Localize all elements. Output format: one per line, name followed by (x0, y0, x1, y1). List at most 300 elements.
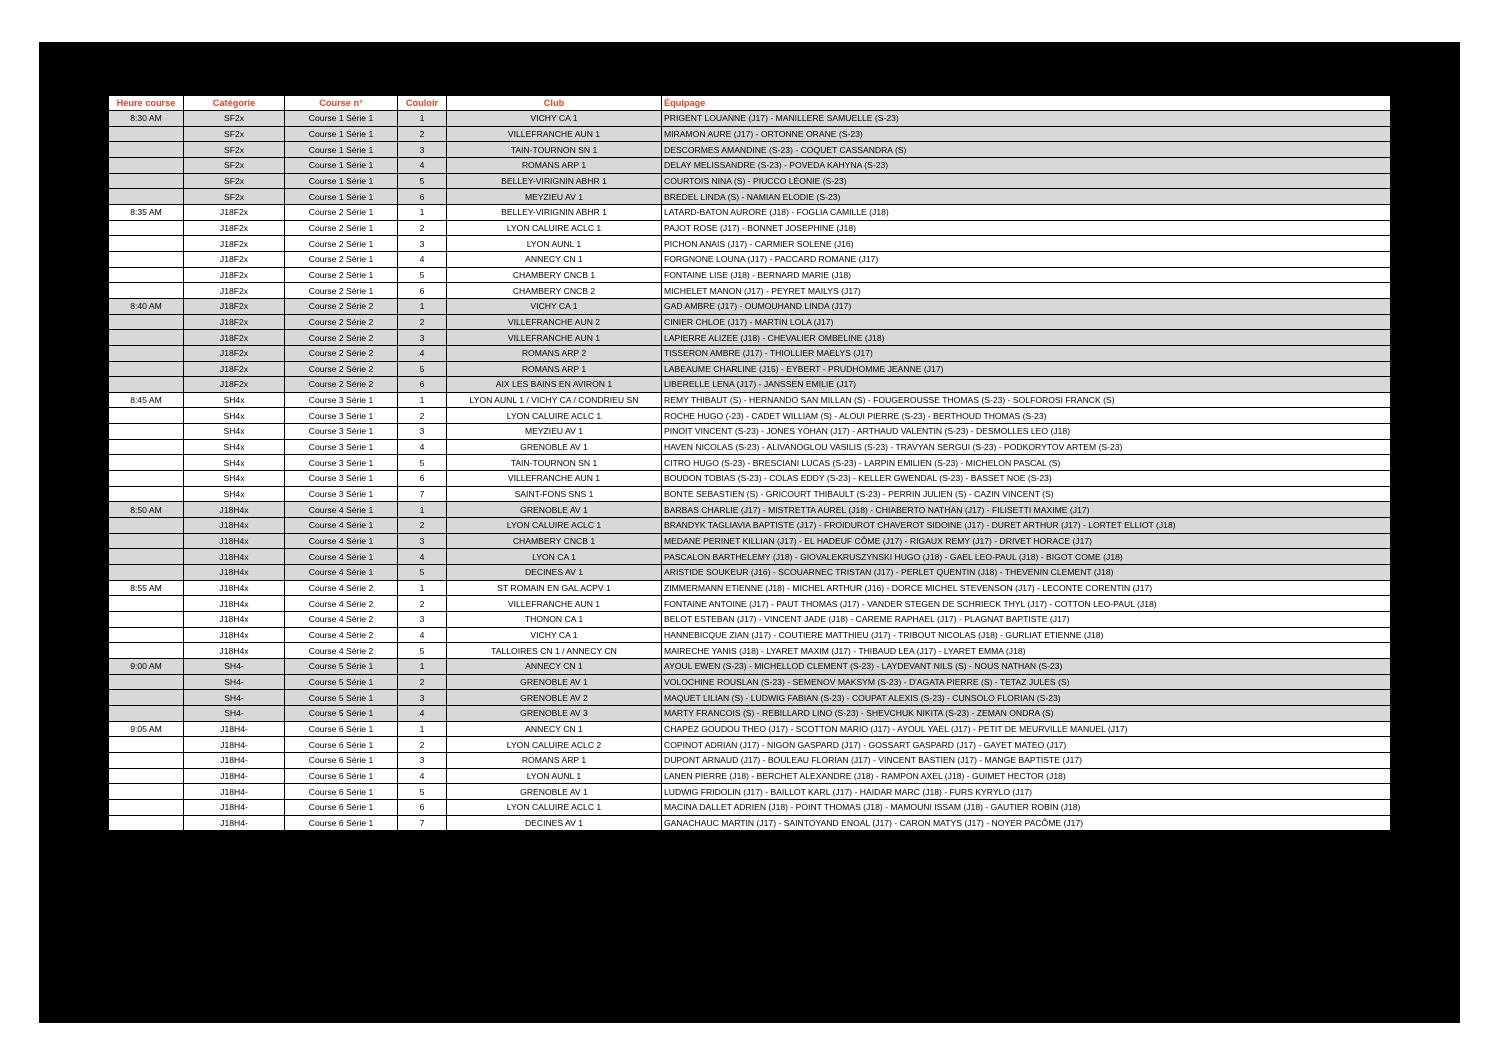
couloir-cell: 2 (398, 518, 447, 534)
club-cell: VICHY CA 1 (447, 111, 662, 127)
club-cell: MEYZIEU AV 1 (447, 424, 662, 440)
club-cell: LYON CALUIRE ACLC 2 (447, 737, 662, 753)
table-row (109, 330, 1391, 346)
couloir-cell: 3 (398, 533, 447, 549)
categorie-cell: SF2x (184, 142, 285, 158)
couloir-cell: 5 (398, 361, 447, 377)
categorie-cell: J18H4- (184, 784, 285, 800)
course-cell: Course 5 Série 1 (285, 658, 398, 674)
club-cell: LYON AUNL 1 (447, 236, 662, 252)
heure-cell (109, 799, 184, 815)
couloir-cell: 3 (398, 690, 447, 706)
course-cell: Course 1 Série 1 (285, 157, 398, 173)
couloir-cell: 1 (398, 298, 447, 314)
header-row (109, 96, 1391, 111)
table-row (109, 392, 1391, 408)
course-cell: Course 2 Série 1 (285, 251, 398, 267)
course-cell: Course 2 Série 2 (285, 298, 398, 314)
couloir-cell: 6 (398, 283, 447, 299)
equipage-cell: GANACHAUC MARTIN (J17) - SAINTOYAND ENOAL (J17) - CARON MATYS (J17) - NOYER PACÔME (J17) (662, 815, 1391, 831)
categorie-cell: SH4x (184, 408, 285, 424)
table-row (109, 408, 1391, 424)
table-row (109, 283, 1391, 299)
equipage-cell: PINOIT VINCENT (S-23) - JONES YOHAN (J17) - ARTHAUD VALENTIN (S-23) - DESMOLLES LEO (J18) (662, 424, 1391, 440)
club-cell: ROMANS ARP 1 (447, 157, 662, 173)
heure-cell (109, 267, 184, 283)
categorie-cell: SH4x (184, 486, 285, 502)
couloir-cell: 1 (398, 721, 447, 737)
club-cell: VILLEFRANCHE AUN 2 (447, 314, 662, 330)
couloir-cell: 2 (398, 737, 447, 753)
club-cell: VICHY CA 1 (447, 627, 662, 643)
club-cell: LYON AUNL 1 / VICHY CA / CONDRIEU SN (447, 392, 662, 408)
table-row (109, 439, 1391, 455)
header-categorie: Catégorie (184, 96, 285, 111)
equipage-cell: PAJOT ROSE (J17) - BONNET JOSEPHINE (J18) (662, 220, 1391, 236)
heure-cell (109, 471, 184, 487)
equipage-cell: TISSERON AMBRE (J17) - THIOLLIER MAELYS (J17) (662, 345, 1391, 361)
course-cell: Course 4 Série 2 (285, 627, 398, 643)
categorie-cell: J18H4x (184, 580, 285, 596)
couloir-cell: 1 (398, 204, 447, 220)
table-row (109, 251, 1391, 267)
club-cell: AIX LES BAINS EN AVIRON 1 (447, 377, 662, 393)
categorie-cell: SH4x (184, 424, 285, 440)
categorie-cell: J18H4x (184, 565, 285, 581)
club-cell: GRENOBLE AV 2 (447, 690, 662, 706)
table-row (109, 502, 1391, 518)
equipage-cell: MAIRECHE YANIS (J18) - LYARET MAXIM (J17) - THIBAUD LEA (J17) - LYARET EMMA (J18) (662, 643, 1391, 659)
table-row (109, 204, 1391, 220)
equipage-cell: BOUDON TOBIAS (S-23) - COLAS EDDY (S-23) - KELLER GWENDAL (S-23) - BASSET NOE (S-23) (662, 471, 1391, 487)
club-cell: BELLEY-VIRIGNIN ABHR 1 (447, 204, 662, 220)
heure-cell (109, 408, 184, 424)
course-cell: Course 3 Série 1 (285, 486, 398, 502)
club-cell: VILLEFRANCHE AUN 1 (447, 471, 662, 487)
equipage-cell: DESCORMES AMANDINE (S-23) - COQUET CASSANDRA (S) (662, 142, 1391, 158)
equipage-cell: LUDWIG FRIDOLIN (J17) - BAILLOT KARL (J17) - HAIDAR MARC (J18) - FURS KYRYLO (J17) (662, 784, 1391, 800)
equipage-cell: PASCALON BARTHELEMY (J18) - GIOVALEKRUSZYNSKI HUGO (J18) - GAEL LEO-PAUL (J18) - BIGOT COME (J18) (662, 549, 1391, 565)
equipage-cell: BELOT ESTEBAN (J17) - VINCENT JADE (J18) - CAREME RAPHAEL (J17) - PLAGNAT BAPTISTE (J17) (662, 612, 1391, 628)
club-cell: TAIN-TOURNON SN 1 (447, 455, 662, 471)
table-row (109, 377, 1391, 393)
club-cell: TALLOIRES CN 1 / ANNECY CN (447, 643, 662, 659)
equipage-cell: LATARD-BATON AURORE (J18) - FOGLIA CAMILLE (J18) (662, 204, 1391, 220)
table-row (109, 580, 1391, 596)
equipage-cell: BRANDYK TAGLIAVIA BAPTISTE (J17) - FROIDUROT CHAVEROT SIDOINE (J17) - DURET ARTHUR (J17) - LORTET ELLIOT (J18) (662, 518, 1391, 534)
table-row (109, 220, 1391, 236)
heure-cell (109, 549, 184, 565)
couloir-cell: 4 (398, 627, 447, 643)
categorie-cell: J18H4x (184, 627, 285, 643)
table-row (109, 298, 1391, 314)
equipage-cell: MIRAMON AURE (J17) - ORTONNE ORANE (S-23) (662, 126, 1391, 142)
couloir-cell: 4 (398, 549, 447, 565)
couloir-cell: 4 (398, 251, 447, 267)
categorie-cell: SH4x (184, 455, 285, 471)
table-row (109, 768, 1391, 784)
heure-cell: 8:45 AM (109, 392, 184, 408)
equipage-cell: AYOUL EWEN (S-23) - MICHELLOD CLEMENT (S-23) - LAYDEVANT NILS (S) - NOUS NATHAN (S-23) (662, 658, 1391, 674)
couloir-cell: 6 (398, 799, 447, 815)
couloir-cell: 2 (398, 314, 447, 330)
club-cell: CHAMBERY CNCB 1 (447, 533, 662, 549)
categorie-cell: J18F2x (184, 251, 285, 267)
course-cell: Course 1 Série 1 (285, 111, 398, 127)
couloir-cell: 4 (398, 157, 447, 173)
heure-cell (109, 565, 184, 581)
course-cell: Course 6 Série 1 (285, 721, 398, 737)
club-cell: TAIN-TOURNON SN 1 (447, 142, 662, 158)
couloir-cell: 3 (398, 330, 447, 346)
equipage-cell: BREDEL LINDA (S) - NAMIAN ELODIE (S-23) (662, 189, 1391, 205)
course-cell: Course 6 Série 1 (285, 768, 398, 784)
categorie-cell: J18F2x (184, 236, 285, 252)
categorie-cell: J18F2x (184, 345, 285, 361)
equipage-cell: LIBERELLE LENA (J17) - JANSSEN EMILIE (J17) (662, 377, 1391, 393)
heure-cell (109, 518, 184, 534)
course-cell: Course 4 Série 2 (285, 643, 398, 659)
club-cell: VILLEFRANCHE AUN 1 (447, 596, 662, 612)
club-cell: VICHY CA 1 (447, 298, 662, 314)
equipage-cell: DELAY MELISSANDRE (S-23) - POVEDA KAHYNA (S-23) (662, 157, 1391, 173)
couloir-cell: 3 (398, 424, 447, 440)
course-cell: Course 6 Série 1 (285, 799, 398, 815)
couloir-cell: 7 (398, 486, 447, 502)
club-cell: GRENOBLE AV 1 (447, 674, 662, 690)
club-cell: MEYZIEU AV 1 (447, 189, 662, 205)
heure-cell (109, 690, 184, 706)
equipage-cell: HAVEN NICOLAS (S-23) - ALIVANOGLOU VASILIS (S-23) - TRAVYAN SERGUI (S-23) - PODKORYTOV ARTEM (S-23) (662, 439, 1391, 455)
heure-cell (109, 643, 184, 659)
couloir-cell: 5 (398, 565, 447, 581)
course-cell: Course 5 Série 1 (285, 705, 398, 721)
heure-cell: 8:40 AM (109, 298, 184, 314)
heure-cell (109, 596, 184, 612)
equipage-cell: CHAPEZ GOUDOU THEO (J17) - SCOTTON MARIO (J17) - AYOUL YAEL (J17) - PETIT DE MEURVILLE MANUEL (J17) (662, 721, 1391, 737)
categorie-cell: J18H4- (184, 752, 285, 768)
heure-cell (109, 142, 184, 158)
equipage-cell: LABEAUME CHARLINE (J15) - EYBERT - PRUDHOMME JEANNE (J17) (662, 361, 1391, 377)
heure-cell: 8:55 AM (109, 580, 184, 596)
table-row (109, 612, 1391, 628)
course-cell: Course 4 Série 1 (285, 502, 398, 518)
table-row (109, 173, 1391, 189)
heure-cell (109, 627, 184, 643)
table-row (109, 565, 1391, 581)
course-cell: Course 1 Série 1 (285, 173, 398, 189)
couloir-cell: 4 (398, 345, 447, 361)
table-row (109, 424, 1391, 440)
couloir-cell: 6 (398, 471, 447, 487)
table-row (109, 236, 1391, 252)
couloir-cell: 7 (398, 815, 447, 831)
table-row (109, 596, 1391, 612)
equipage-cell: COURTOIS NINA (S) - PIUCCO LÉONIE (S-23) (662, 173, 1391, 189)
club-cell: DECINES AV 1 (447, 565, 662, 581)
categorie-cell: J18F2x (184, 220, 285, 236)
heure-cell (109, 251, 184, 267)
heure-cell (109, 674, 184, 690)
equipage-cell: MEDANE PERINET KILLIAN (J17) - EL HADEUF CÔME (J17) - RIGAUX REMY (J17) - DRIVET HORACE (J17) (662, 533, 1391, 549)
heure-cell (109, 737, 184, 753)
club-cell: GRENOBLE AV 1 (447, 502, 662, 518)
club-cell: GRENOBLE AV 3 (447, 705, 662, 721)
race-schedule-table (108, 95, 1391, 831)
equipage-cell: FONTAINE ANTOINE (J17) - PAUT THOMAS (J17) - VANDER STEGEN DE SCHRIECK THYL (J17) - COTTON LEO-PAUL (J18) (662, 596, 1391, 612)
club-cell: ANNECY CN 1 (447, 658, 662, 674)
heure-cell (109, 455, 184, 471)
equipage-cell: VOLOCHINE ROUSLAN (S-23) - SEMENOV MAKSYM (S-23) - D'AGATA PIERRE (S) - TETAZ JULES (S) (662, 674, 1391, 690)
table-row (109, 471, 1391, 487)
course-cell: Course 3 Série 1 (285, 455, 398, 471)
couloir-cell: 4 (398, 439, 447, 455)
couloir-cell: 5 (398, 455, 447, 471)
course-cell: Course 1 Série 1 (285, 189, 398, 205)
course-cell: Course 2 Série 2 (285, 345, 398, 361)
heure-cell (109, 612, 184, 628)
course-cell: Course 2 Série 2 (285, 377, 398, 393)
table-row (109, 486, 1391, 502)
header-heure-course: Heure course (109, 96, 184, 111)
categorie-cell: J18H4x (184, 643, 285, 659)
course-cell: Course 2 Série 1 (285, 220, 398, 236)
couloir-cell: 4 (398, 705, 447, 721)
couloir-cell: 3 (398, 142, 447, 158)
heure-cell (109, 173, 184, 189)
table-row (109, 111, 1391, 127)
heure-cell (109, 784, 184, 800)
club-cell: GRENOBLE AV 1 (447, 439, 662, 455)
club-cell: VILLEFRANCHE AUN 1 (447, 126, 662, 142)
equipage-cell: MAQUET LILIAN (S) - LUDWIG FABIAN (S-23) - COUPAT ALEXIS (S-23) - CUNSOLO FLORIAN (S-23) (662, 690, 1391, 706)
course-cell: Course 3 Série 1 (285, 439, 398, 455)
club-cell: ROMANS ARP 2 (447, 345, 662, 361)
table-row (109, 705, 1391, 721)
categorie-cell: SF2x (184, 189, 285, 205)
club-cell: ANNECY CN 1 (447, 251, 662, 267)
course-cell: Course 6 Série 1 (285, 815, 398, 831)
heure-cell (109, 157, 184, 173)
table-row (109, 784, 1391, 800)
categorie-cell: SH4- (184, 658, 285, 674)
equipage-cell: LANEN PIERRE (J18) - BERCHET ALEXANDRE (J18) - RAMPON AXEL (J18) - GUIMET HECTOR (J18) (662, 768, 1391, 784)
heure-cell: 9:05 AM (109, 721, 184, 737)
couloir-cell: 3 (398, 612, 447, 628)
course-cell: Course 2 Série 2 (285, 314, 398, 330)
club-cell: CHAMBERY CNCB 1 (447, 267, 662, 283)
heure-cell: 9:00 AM (109, 658, 184, 674)
course-cell: Course 2 Série 1 (285, 283, 398, 299)
categorie-cell: J18H4x (184, 533, 285, 549)
table-row (109, 518, 1391, 534)
club-cell: LYON CALUIRE ACLC 1 (447, 518, 662, 534)
course-cell: Course 2 Série 2 (285, 330, 398, 346)
categorie-cell: SH4x (184, 439, 285, 455)
course-cell: Course 1 Série 1 (285, 142, 398, 158)
categorie-cell: SH4x (184, 471, 285, 487)
table-row (109, 737, 1391, 753)
table-row (109, 345, 1391, 361)
heure-cell (109, 439, 184, 455)
heure-cell (109, 345, 184, 361)
categorie-cell: SH4- (184, 690, 285, 706)
categorie-cell: J18F2x (184, 330, 285, 346)
course-cell: Course 4 Série 1 (285, 549, 398, 565)
table-row (109, 799, 1391, 815)
club-cell: LYON CA 1 (447, 549, 662, 565)
course-cell: Course 2 Série 1 (285, 236, 398, 252)
table-row (109, 752, 1391, 768)
course-cell: Course 3 Série 1 (285, 424, 398, 440)
equipage-cell: PRIGENT LOUANNE (J17) - MANILLERE SAMUELLE (S-23) (662, 111, 1391, 127)
categorie-cell: J18H4- (184, 799, 285, 815)
course-cell: Course 3 Série 1 (285, 392, 398, 408)
club-cell: ROMANS ARP 1 (447, 361, 662, 377)
categorie-cell: J18H4x (184, 596, 285, 612)
categorie-cell: SF2x (184, 111, 285, 127)
couloir-cell: 1 (398, 580, 447, 596)
heure-cell (109, 377, 184, 393)
table-row (109, 314, 1391, 330)
table-row (109, 189, 1391, 205)
club-cell: GRENOBLE AV 1 (447, 784, 662, 800)
categorie-cell: SH4- (184, 705, 285, 721)
heure-cell (109, 705, 184, 721)
course-cell: Course 5 Série 1 (285, 690, 398, 706)
heure-cell (109, 314, 184, 330)
header-club: Club (447, 96, 662, 111)
course-cell: Course 4 Série 2 (285, 612, 398, 628)
equipage-cell: MARTY FRANCOIS (S) - REBILLARD LINO (S-23) - SHEVCHUK NIKITA (S-23) - ZEMAN ONDRA (S) (662, 705, 1391, 721)
club-cell: VILLEFRANCHE AUN 1 (447, 330, 662, 346)
table-row (109, 126, 1391, 142)
equipage-cell: REMY THIBAUT (S) - HERNANDO SAN MILLAN (S) - FOUGEROUSSE THOMAS (S-23) - SOLFOROSI FRANCK (S) (662, 392, 1391, 408)
categorie-cell: J18F2x (184, 361, 285, 377)
club-cell: DECINES AV 1 (447, 815, 662, 831)
course-cell: Course 1 Série 1 (285, 126, 398, 142)
categorie-cell: SF2x (184, 173, 285, 189)
course-cell: Course 2 Série 2 (285, 361, 398, 377)
couloir-cell: 6 (398, 377, 447, 393)
table-row (109, 690, 1391, 706)
table-row (109, 157, 1391, 173)
couloir-cell: 2 (398, 220, 447, 236)
heure-cell (109, 768, 184, 784)
table-row (109, 549, 1391, 565)
table-row (109, 643, 1391, 659)
heure-cell (109, 189, 184, 205)
categorie-cell: J18F2x (184, 267, 285, 283)
couloir-cell: 2 (398, 408, 447, 424)
categorie-cell: SH4- (184, 674, 285, 690)
categorie-cell: J18F2x (184, 204, 285, 220)
equipage-cell: ROCHE HUGO (-23) - CADET WILLIAM (S) - ALOUI PIERRE (S-23) - BERTHOUD THOMAS (S-23) (662, 408, 1391, 424)
couloir-cell: 5 (398, 173, 447, 189)
categorie-cell: J18H4- (184, 815, 285, 831)
table-row (109, 658, 1391, 674)
categorie-cell: J18H4x (184, 612, 285, 628)
course-cell: Course 6 Série 1 (285, 752, 398, 768)
equipage-cell: MACINA DALLET ADRIEN (J18) - POINT THOMAS (J18) - MAMOUNI ISSAM (J18) - GAUTIER ROBIN (J18) (662, 799, 1391, 815)
heure-cell: 8:35 AM (109, 204, 184, 220)
couloir-cell: 3 (398, 752, 447, 768)
couloir-cell: 2 (398, 596, 447, 612)
club-cell: ROMANS ARP 1 (447, 752, 662, 768)
equipage-cell: ARISTIDE SOUKEUR (J16) - SCOUARNEC TRISTAN (J17) - PERLET QUENTIN (J18) - THEVENIN CLEMENT (J18) (662, 565, 1391, 581)
equipage-cell: ZIMMERMANN ETIENNE (J18) - MICHEL ARTHUR (J16) - DORCE MICHEL STEVENSON (J17) - LECONTE CORENTIN (J17) (662, 580, 1391, 596)
couloir-cell: 5 (398, 784, 447, 800)
course-cell: Course 2 Série 1 (285, 267, 398, 283)
couloir-cell: 4 (398, 768, 447, 784)
header-couloir: Couloir (398, 96, 447, 111)
course-cell: Course 4 Série 2 (285, 596, 398, 612)
categorie-cell: SF2x (184, 126, 285, 142)
equipage-cell: GAD AMBRE (J17) - OUMOUHAND LINDA (J17) (662, 298, 1391, 314)
categorie-cell: J18F2x (184, 377, 285, 393)
club-cell: CHAMBERY CNCB 2 (447, 283, 662, 299)
couloir-cell: 3 (398, 236, 447, 252)
couloir-cell: 5 (398, 643, 447, 659)
categorie-cell: J18H4- (184, 737, 285, 753)
course-cell: Course 3 Série 1 (285, 408, 398, 424)
table-row (109, 674, 1391, 690)
equipage-cell: MICHELET MANON (J17) - PEYRET MAILYS (J17) (662, 283, 1391, 299)
club-cell: ST ROMAIN EN GAL ACPV 1 (447, 580, 662, 596)
course-cell: Course 4 Série 1 (285, 565, 398, 581)
club-cell: LYON CALUIRE ACLC 1 (447, 220, 662, 236)
table-row (109, 361, 1391, 377)
equipage-cell: COPINOT ADRIAN (J17) - NIGON GASPARD (J17) - GOSSART GASPARD (J17) - GAYET MATEO (J17) (662, 737, 1391, 753)
categorie-cell: SH4x (184, 392, 285, 408)
categorie-cell: J18F2x (184, 298, 285, 314)
equipage-cell: HANNEBICQUE ZIAN (J17) - COUTIERE MATTHIEU (J17) - TRIBOUT NICOLAS (J18) - GURLIAT ETIENNE (J18) (662, 627, 1391, 643)
equipage-cell: BARBAS CHARLIE (J17) - MISTRETTA AUREL (J18) - CHIABERTO NATHAN (J17) - FILISETTI MAXIME (J17) (662, 502, 1391, 518)
header-course-numero: Course n° (285, 96, 398, 111)
header-equipage: Équipage (662, 96, 1391, 111)
course-cell: Course 2 Série 1 (285, 204, 398, 220)
couloir-cell: 2 (398, 674, 447, 690)
equipage-cell: FORGNONE LOUNA (J17) - PACCARD ROMANE (J17) (662, 251, 1391, 267)
categorie-cell: SF2x (184, 157, 285, 173)
table-row (109, 142, 1391, 158)
categorie-cell: J18H4- (184, 721, 285, 737)
heure-cell (109, 283, 184, 299)
course-cell: Course 6 Série 1 (285, 737, 398, 753)
course-cell: Course 4 Série 2 (285, 580, 398, 596)
heure-cell (109, 533, 184, 549)
heure-cell (109, 220, 184, 236)
heure-cell (109, 424, 184, 440)
club-cell: LYON CALUIRE ACLC 1 (447, 799, 662, 815)
club-cell: ANNECY CN 1 (447, 721, 662, 737)
equipage-cell: FONTAINE LISE (J18) - BERNARD MARIE (J18) (662, 267, 1391, 283)
table-row (109, 815, 1391, 831)
heure-cell (109, 815, 184, 831)
equipage-cell: PICHON ANAIS (J17) - CARMIER SOLENE (J16) (662, 236, 1391, 252)
couloir-cell: 1 (398, 658, 447, 674)
couloir-cell: 5 (398, 267, 447, 283)
heure-cell (109, 361, 184, 377)
categorie-cell: J18F2x (184, 314, 285, 330)
club-cell: LYON CALUIRE ACLC 1 (447, 408, 662, 424)
table-row (109, 455, 1391, 471)
club-cell: LYON AUNL 1 (447, 768, 662, 784)
categorie-cell: J18H4- (184, 768, 285, 784)
categorie-cell: J18H4x (184, 502, 285, 518)
couloir-cell: 2 (398, 126, 447, 142)
course-cell: Course 4 Série 1 (285, 533, 398, 549)
